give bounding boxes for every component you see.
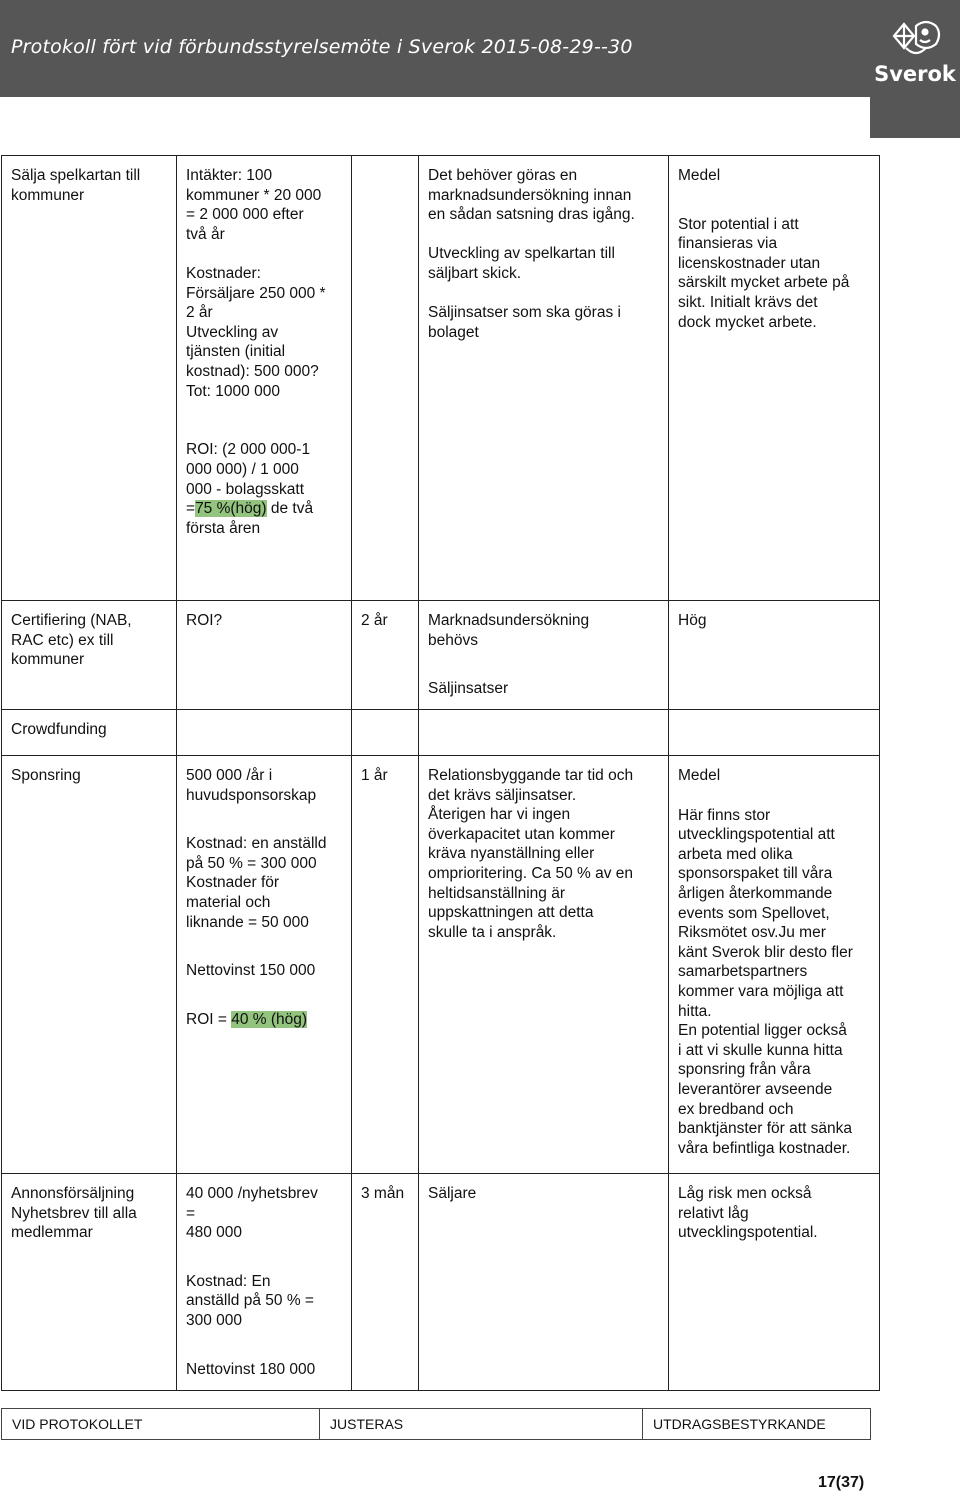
text-line: utvecklingspotential. — [678, 1224, 818, 1242]
idea-name: Sponsring — [11, 767, 81, 784]
text-line: kommuner * 20 000 — [186, 186, 322, 204]
text-line: Annonsförsäljning — [11, 1185, 135, 1202]
text-line: leverantörer avseende — [678, 1080, 833, 1098]
table-row — [2, 710, 880, 756]
text-fragment: de två — [266, 500, 314, 518]
footer-certify-label: UTDRAGSBESTYRKANDE — [643, 1409, 871, 1440]
logo-text: Sverok — [874, 62, 956, 86]
text-fragment: ROI = — [186, 1010, 232, 1028]
activity-cell — [419, 601, 669, 710]
text-line: bolaget — [428, 323, 479, 341]
risk-cell — [669, 1174, 880, 1391]
business-ideas-table — [1, 155, 880, 1391]
idea-name-cell — [2, 756, 177, 1174]
text-line: Marknadsundersökning — [428, 612, 590, 629]
text-line: marknadsundersökning innan — [428, 186, 632, 204]
risk-cell — [669, 601, 880, 710]
text-line: ROI? — [186, 612, 223, 629]
text-line: hitta. — [678, 1002, 712, 1020]
time-cell — [352, 756, 419, 1174]
roi-line — [186, 1010, 342, 1030]
text-line: Säljinsatser som ska göras i — [428, 304, 621, 322]
roi-highlight: 40 % (hög) — [231, 1010, 308, 1028]
text-line: Försäljare 250 000 * — [186, 284, 326, 302]
text-line: Stor potential i att — [678, 215, 799, 233]
text-line: känt Sverok blir desto fler — [678, 943, 853, 961]
table-row — [2, 601, 880, 710]
text-line: kommer vara möjliga att — [678, 982, 844, 1000]
text-line: kräva nyanställning eller — [428, 845, 595, 863]
text-line: Kostnader för — [186, 874, 280, 892]
table-row — [2, 156, 880, 601]
idea-name: Crowdfunding — [11, 721, 107, 738]
activity-cell — [419, 156, 669, 601]
idea-name-cell — [2, 1174, 177, 1391]
text-line: = — [186, 1204, 196, 1222]
activity-cell — [419, 710, 669, 756]
text-line: events som Spellovet, — [678, 904, 830, 922]
text-line: Säljare — [428, 1185, 477, 1202]
table-row — [2, 1174, 880, 1391]
text-line: Kostnad: En — [186, 1272, 271, 1290]
text-line: heltidsanställning är — [428, 884, 566, 902]
economy-cell — [177, 710, 352, 756]
risk-level: Hög — [678, 612, 707, 629]
risk-cell — [669, 756, 880, 1174]
text-line: i att vi skulle kunna hitta — [678, 1041, 843, 1059]
text-line: Kostnader: — [186, 264, 261, 282]
text-line: Kostnad: en anställd — [186, 835, 327, 853]
risk-level: Medel — [678, 167, 721, 184]
text-line: 300 000 — [186, 1311, 243, 1329]
text-line: 2 år — [186, 304, 213, 322]
text-line: omprioritering. Ca 50 % av en — [428, 864, 634, 882]
text-line: utvecklingspotential att — [678, 826, 835, 844]
text-line: Säljinsatser — [428, 680, 509, 698]
text-line: kostnad): 500 000? — [186, 362, 319, 380]
time-value: 2 år — [361, 612, 388, 629]
idea-name-cell — [2, 601, 177, 710]
activity-cell — [419, 756, 669, 1174]
text-line: ROI: (2 000 000-1 — [186, 441, 311, 459]
text-line: sponsring från våra — [678, 1061, 811, 1079]
activity-cell — [419, 1174, 669, 1391]
text-line: våra befintliga kostnader. — [678, 1139, 851, 1157]
roi-line — [186, 499, 342, 519]
text-line: Låg risk men också — [678, 1185, 812, 1202]
risk-cell — [669, 710, 880, 756]
footer-protocol-label: VID PROTOKOLLET — [2, 1409, 320, 1440]
footer-adjusted-label: JUSTERAS — [320, 1409, 643, 1440]
text-line: banktjänster för att sänka — [678, 1120, 853, 1138]
text-line: Nettovinst 150 000 — [186, 962, 316, 980]
text-line: 500 000 /år i — [186, 767, 273, 784]
time-value: 3 mån — [361, 1185, 405, 1202]
text-line: behövs — [428, 631, 478, 649]
text-line: licenskostnader utan — [678, 254, 821, 272]
text-line: det krävs säljinsatser. — [428, 786, 577, 804]
idea-name: Sälja spelkartan till kommuner — [11, 167, 141, 204]
text-line: Intäkter: 100 — [186, 167, 273, 184]
text-line: Riksmötet osv.Ju mer — [678, 924, 826, 942]
text-line: säljbart skick. — [428, 264, 522, 282]
sverok-logo — [870, 2, 960, 138]
text-line: Nettovinst 180 000 — [186, 1360, 316, 1378]
text-line: sponsorspaket till våra — [678, 865, 833, 883]
time-cell — [352, 156, 419, 601]
idea-name: Certifiering (NAB, RAC etc) ex till kommuner — [11, 612, 132, 669]
time-cell — [352, 1174, 419, 1391]
text-line: huvudsponsorskap — [186, 786, 317, 804]
text-line: medlemmar — [11, 1224, 93, 1242]
text-line: Utveckling av spelkartan till — [428, 245, 615, 263]
text-fragment: = — [186, 500, 196, 518]
text-line: 40 000 /nyhetsbrev — [186, 1185, 318, 1202]
page-header — [0, 0, 960, 97]
text-line: En potential ligger också — [678, 1022, 847, 1040]
text-line: = 2 000 000 efter — [186, 206, 304, 224]
time-cell — [352, 601, 419, 710]
document-title: Protokoll fört vid förbundsstyrelsemöte i Sverok 2015-08-29--30 — [11, 36, 633, 58]
text-line: överkapacitet utan kommer — [428, 825, 615, 843]
text-line: på 50 % = 300 000 — [186, 854, 317, 872]
idea-name-cell — [2, 710, 177, 756]
text-line: uppskattningen att detta — [428, 904, 594, 922]
economy-cell — [177, 1174, 352, 1391]
text-line: samarbetspartners — [678, 963, 808, 981]
text-line: finansieras via — [678, 235, 778, 253]
text-line: 480 000 — [186, 1224, 243, 1242]
text-line: relativt låg — [678, 1204, 749, 1222]
text-line: Utveckling av — [186, 323, 279, 341]
text-line: Här finns stor — [678, 806, 771, 824]
idea-name-cell — [2, 156, 177, 601]
text-line: Tot: 1000 000 — [186, 382, 280, 400]
text-line: 000 000) / 1 000 — [186, 460, 299, 478]
text-line: Det behöver göras en — [428, 167, 578, 184]
text-line: två år — [186, 225, 225, 243]
text-line: en sådan satsning dras igång. — [428, 206, 635, 224]
text-line: dock mycket arbete. — [678, 313, 817, 331]
economy-cell — [177, 601, 352, 710]
risk-cell — [669, 156, 880, 601]
risk-level: Medel — [678, 767, 721, 784]
text-line: särskilt mycket arbete på — [678, 274, 850, 292]
text-line: tjänsten (initial — [186, 343, 286, 361]
text-line: sikt. Initialt krävs det — [678, 293, 818, 311]
text-line: ex bredband och — [678, 1100, 794, 1118]
signature-footer — [1, 1408, 871, 1440]
economy-cell — [177, 156, 352, 601]
economy-cell — [177, 756, 352, 1174]
text-line: Återigen har vi ingen — [428, 806, 571, 824]
text-line: arbeta med olika — [678, 845, 793, 863]
text-line: skulle ta i anspråk. — [428, 923, 557, 941]
roi-highlight: 75 %(hög) — [195, 500, 267, 518]
text-line: första åren — [186, 519, 261, 537]
text-line: material och — [186, 893, 271, 911]
text-line: årligen återkommande — [678, 884, 833, 902]
time-cell — [352, 710, 419, 756]
text-line: anställd på 50 % = — [186, 1292, 314, 1310]
time-value: 1 år — [361, 767, 388, 784]
page-number: 17(37) — [818, 1474, 865, 1491]
table-row — [2, 756, 880, 1174]
text-line: Nyhetsbrev till alla — [11, 1204, 137, 1222]
text-line: liknande = 50 000 — [186, 913, 309, 931]
text-line: 000 - bolagsskatt — [186, 480, 305, 498]
text-line: Relationsbyggande tar tid och — [428, 767, 634, 784]
